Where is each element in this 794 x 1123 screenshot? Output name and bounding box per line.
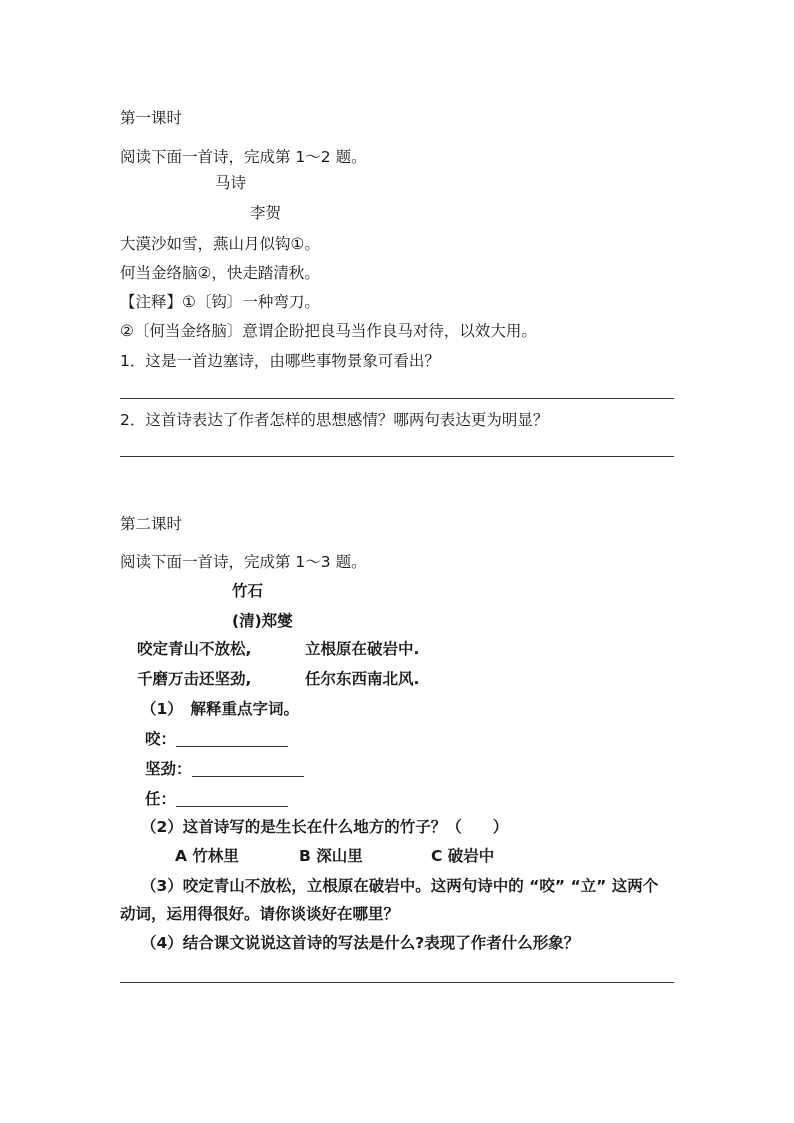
lesson2-heading: 第二课时 bbox=[120, 515, 183, 533]
option-b[interactable]: B 深山里 bbox=[299, 847, 363, 865]
lesson2-question3-line2: 动词，运用得很好。请你谈谈好在哪里？ bbox=[120, 905, 400, 923]
lesson1-note2: ②〔何当金络脑〕意谓企盼把良马当作良马对待，以效大用。 bbox=[120, 322, 537, 340]
lesson2-poem-line1a: 咬定青山不放松, bbox=[137, 640, 252, 658]
word-label-jianjin: 坚劲： bbox=[145, 760, 192, 778]
answer-line-ren[interactable] bbox=[176, 806, 288, 807]
lesson2-question2: （2）这首诗写的是生长在什么地方的竹子？（ ） bbox=[141, 818, 509, 836]
option-a[interactable]: A 竹林里 bbox=[175, 847, 239, 865]
answer-line-lesson1-q1[interactable] bbox=[120, 398, 674, 399]
lesson1-heading: 第一课时 bbox=[120, 109, 183, 127]
lesson2-poem-author: (清)郑燮 bbox=[232, 612, 293, 630]
answer-line-jianjin[interactable] bbox=[192, 776, 304, 777]
lesson2-instruction: 阅读下面一首诗，完成第 1～3 题。 bbox=[120, 553, 367, 571]
lesson2-question1: （1） 解释重点字词。 bbox=[141, 700, 300, 718]
answer-line-lesson2-q4[interactable] bbox=[120, 982, 674, 983]
lesson1-note1: 【注释】①〔钩〕一种弯刀。 bbox=[120, 293, 320, 311]
option-c[interactable]: C 破岩中 bbox=[431, 847, 495, 865]
lesson2-poem-line2a: 千磨万击还坚劲, bbox=[137, 670, 252, 688]
answer-line-lesson1-q2[interactable] bbox=[120, 456, 674, 457]
lesson1-poem-line2: 何当金络脑②，快走踏清秋。 bbox=[120, 264, 320, 282]
lesson2-question4: （4）结合课文说说这首诗的写法是什么?表现了作者什么形象？ bbox=[141, 934, 580, 952]
lesson1-question1: 1．这是一首边塞诗，由哪些事物景象可看出？ bbox=[120, 352, 440, 370]
lesson1-question2: 2．这首诗表达了作者怎样的思想感情？哪两句表达更为明显？ bbox=[120, 411, 549, 429]
lesson1-instruction: 阅读下面一首诗，完成第 1～2 题。 bbox=[120, 148, 367, 166]
lesson2-question3-line1: （3）咬定青山不放松，立根原在破岩中。这两句诗中的 “咬” “立” 这两个 bbox=[141, 877, 659, 895]
lesson2-poem-line1b: 立根原在破岩中. bbox=[305, 640, 420, 658]
lesson1-poem-line1: 大漠沙如雪，燕山月似钩①。 bbox=[120, 235, 320, 253]
answer-line-yao[interactable] bbox=[176, 746, 288, 747]
word-label-yao: 咬： bbox=[145, 730, 177, 748]
lesson1-poem-author: 李贺 bbox=[250, 204, 282, 222]
lesson2-poem-title: 竹石 bbox=[232, 582, 264, 600]
lesson1-poem-title: 马诗 bbox=[215, 174, 247, 192]
lesson2-poem-line2b: 任尔东西南北风. bbox=[305, 670, 420, 688]
word-label-ren: 任： bbox=[145, 790, 177, 808]
